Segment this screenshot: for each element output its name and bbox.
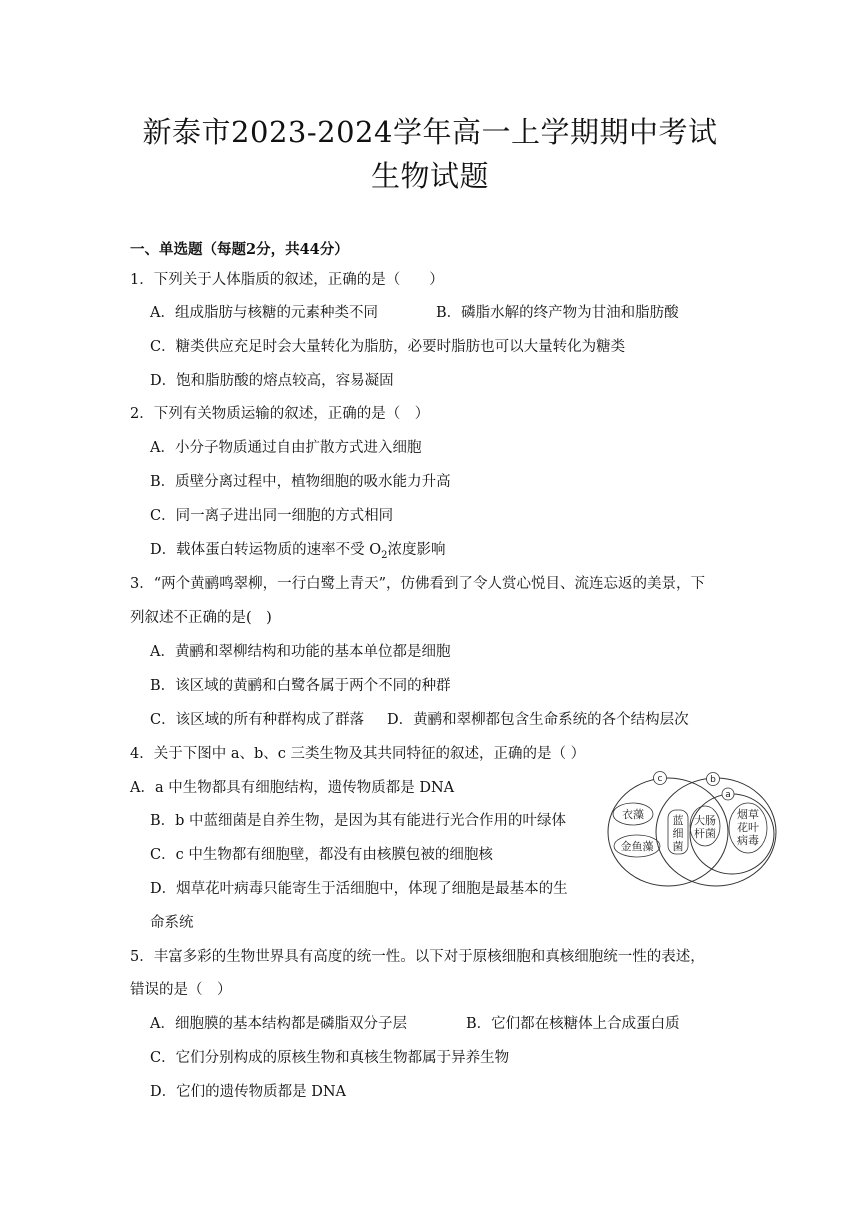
q2-option-d-subscript: 2 bbox=[381, 549, 388, 561]
q3-stem-line1: 3．“两个黄鹂鸣翠柳，一行白鹭上青天”，仿佛看到了令人赏心悦目、流连忘返的美景，下 bbox=[130, 576, 706, 592]
q5-stem-line2: 错误的是（ ） bbox=[130, 982, 232, 998]
yancao-label-2: 花叶 bbox=[737, 821, 759, 834]
q4-option-d-line2: 命系统 bbox=[150, 915, 194, 931]
q5-stem-line1: 5．丰富多彩的生物世界具有高度的统一性。以下对于原核细胞和真核细胞统一性的表述， bbox=[130, 949, 705, 965]
dachanggan-label-1: 大肠 bbox=[694, 814, 716, 827]
label-c: c bbox=[657, 774, 663, 784]
yancao-label-3: 病毒 bbox=[737, 834, 759, 847]
label-b: b bbox=[710, 775, 716, 785]
q5-option-d: D．它们的遗传物质都是 DNA bbox=[150, 1084, 347, 1100]
q4-stem: 4．关于下图中 a、b、c 三类生物及其共同特征的叙述，正确的是（ ） bbox=[130, 746, 586, 762]
lanxijun-label-1: 蓝 bbox=[672, 814, 684, 827]
dachanggan-label-2: 杆菌 bbox=[694, 827, 716, 840]
q4-option-b: B．b 中蓝细菌是自养生物，是因为其有能进行光合作用的叶绿体 bbox=[150, 813, 567, 829]
q5-option-a: A．细胞膜的基本结构都是磷脂双分子层 bbox=[150, 1016, 407, 1032]
q4-venn-diagram bbox=[604, 770, 784, 895]
jinyuzao-label: 金鱼藻 bbox=[620, 840, 654, 853]
q2-option-d bbox=[150, 540, 446, 566]
q4-option-c: C．c 中生物都有细胞壁，都没有由核膜包被的细胞核 bbox=[150, 847, 493, 863]
yizao-label: 衣藻 bbox=[622, 808, 644, 821]
q2-option-c: C．同一离子进出同一细胞的方式相同 bbox=[150, 508, 394, 524]
q2-option-d-text: D．载体蛋白转运物质的速率不受 O bbox=[150, 542, 382, 558]
q1-option-c: C．糖类供应充足时会大量转化为脂肪，必要时脂肪也可以大量转化为糖类 bbox=[150, 339, 626, 355]
q4-option-d-line1: D．烟草花叶病毒只能寄生于活细胞中，体现了细胞是最基本的生 bbox=[150, 881, 568, 897]
yancao-label-1: 烟草 bbox=[737, 808, 759, 821]
exam-title-line2: 生物试题 bbox=[370, 159, 489, 193]
q5-option-b: B．它们都在核糖体上合成蛋白质 bbox=[466, 1016, 680, 1032]
q3-option-d: D．黄鹂和翠柳都包含生命系统的各个结构层次 bbox=[387, 712, 689, 728]
q3-option-b: B．该区域的黄鹂和白鹭各属于两个不同的种群 bbox=[150, 678, 451, 694]
q2-option-b: B．质壁分离过程中，植物细胞的吸水能力升高 bbox=[150, 474, 451, 490]
q3-stem-line2: 列叙述不正确的是( ) bbox=[130, 610, 272, 626]
q3-option-a: A．黄鹂和翠柳结构和功能的基本单位都是细胞 bbox=[150, 644, 451, 660]
section-heading: 一、单选题（每题2分，共44分） bbox=[130, 241, 349, 258]
q4-option-a: A．a 中生物都具有细胞结构，遗传物质都是 DNA bbox=[130, 780, 455, 796]
q1-option-d: D．饱和脂肪酸的熔点较高，容易凝固 bbox=[150, 373, 394, 389]
lanxijun-label-2: 细 bbox=[672, 827, 684, 840]
q2-option-d-text-end: 浓度影响 bbox=[387, 542, 446, 558]
exam-title-line1: 新泰市2023-2024学年高一上学期期中考试 bbox=[142, 115, 718, 149]
q1-option-b: B．磷脂水解的终产物为甘油和脂肪酸 bbox=[436, 305, 679, 321]
label-a: a bbox=[725, 790, 731, 800]
q1-stem: 1．下列关于人体脂质的叙述，正确的是（ ） bbox=[130, 272, 444, 288]
q5-option-c: C．它们分别构成的原核生物和真核生物都属于异养生物 bbox=[150, 1050, 510, 1066]
q2-stem: 2．下列有关物质运输的叙述，正确的是（ ） bbox=[130, 406, 430, 422]
q2-option-a: A．小分子物质通过自由扩散方式进入细胞 bbox=[150, 440, 422, 456]
lanxijun-label-3: 菌 bbox=[672, 840, 684, 853]
q1-option-a: A．组成脂肪与核糖的元素种类不同 bbox=[150, 305, 378, 321]
q3-option-c: C．该区域的所有种群构成了群落 bbox=[150, 712, 365, 728]
